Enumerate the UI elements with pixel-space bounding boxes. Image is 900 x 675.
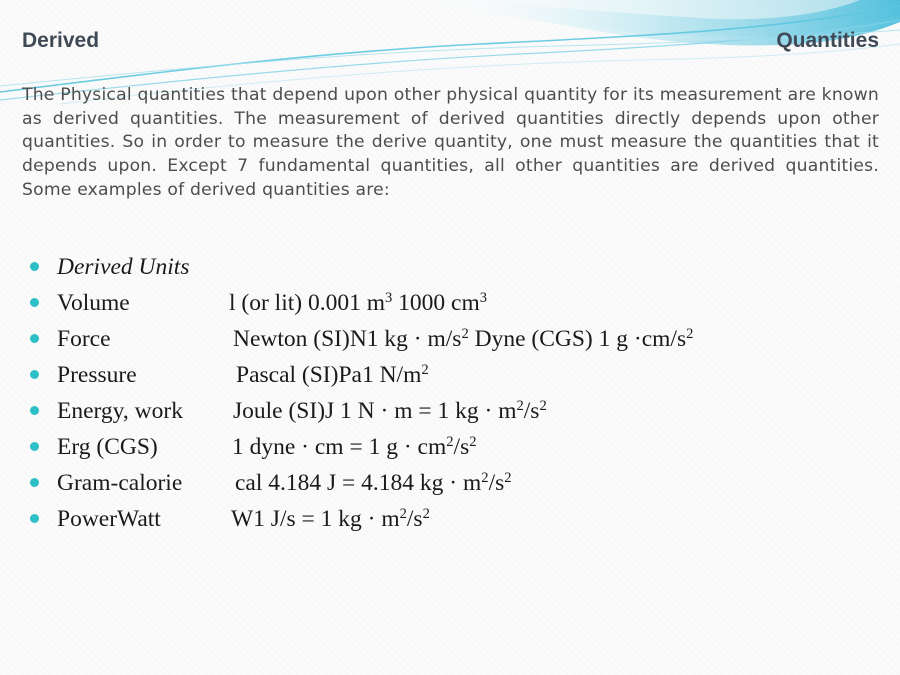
bullet-icon: [30, 298, 39, 307]
list-item-value: W1 J/s = 1 kg · $m^2/s^2$: [231, 505, 430, 532]
list-item-label: Energy, work: [57, 397, 183, 424]
list-item-value: 1 dyne · cm = 1 $g \cdot cm^2/s^2$: [232, 433, 477, 460]
bullet-icon: [30, 478, 39, 487]
intro-paragraph: The Physical quantities that depend upon other physical quantity for its measurement are known as derived quantities. The measurement of derived quantities directly depends upon other quantities. So in order to measure the derive quantity, one must measure the quantities that it depends upon. Except 7 fundamental quantities, all other quantities are derived quantities. Some examples of derived quantities are:: [22, 85, 879, 200]
list-item-value: l (or lit) 0.001 $m^3$ 1000 $cm^3$: [229, 289, 488, 316]
list-item-value: Pascal (SI)Pa1 $N/m^2$: [236, 361, 429, 388]
list-item-label: Gram-calorie: [57, 469, 183, 496]
list-item-label: PowerWatt: [57, 505, 161, 532]
list-item-label: Derived Units: [57, 253, 190, 280]
list-item-label: Force: [57, 325, 111, 352]
bullet-icon: [30, 370, 39, 379]
list-item: [30, 393, 870, 429]
list-item: [30, 501, 870, 537]
title-right: Quantities: [776, 29, 879, 52]
list-item: [30, 321, 870, 357]
slide-title: [22, 28, 879, 54]
list-item-label: Pressure: [57, 361, 137, 388]
bullet-icon: [30, 514, 39, 523]
bullet-icon: [30, 334, 39, 343]
bullet-icon: [30, 406, 39, 415]
list-item: [30, 249, 870, 285]
list-item-value: Joule (SI)J 1 N · m = 1 kg · $m^2/s^2$: [233, 397, 547, 424]
list-item-label: Erg (CGS): [57, 433, 158, 460]
list-item: [30, 429, 870, 465]
list-item-label: Volume: [57, 289, 130, 316]
list-item-value: Newton (SI)N1 kg · $m/s^2$ Dyne (CGS) 1 $g \cdot cm/s^2$: [233, 325, 694, 352]
list-item: [30, 285, 870, 321]
list-item: [30, 465, 870, 501]
bullet-icon: [30, 442, 39, 451]
list-item-value: cal 4.184 J = 4.184 kg · $m^2/s^2$: [235, 469, 512, 496]
title-left: Derived: [22, 29, 100, 52]
derived-units-list: [30, 249, 870, 537]
list-item: [30, 357, 870, 393]
bullet-icon: [30, 262, 39, 271]
